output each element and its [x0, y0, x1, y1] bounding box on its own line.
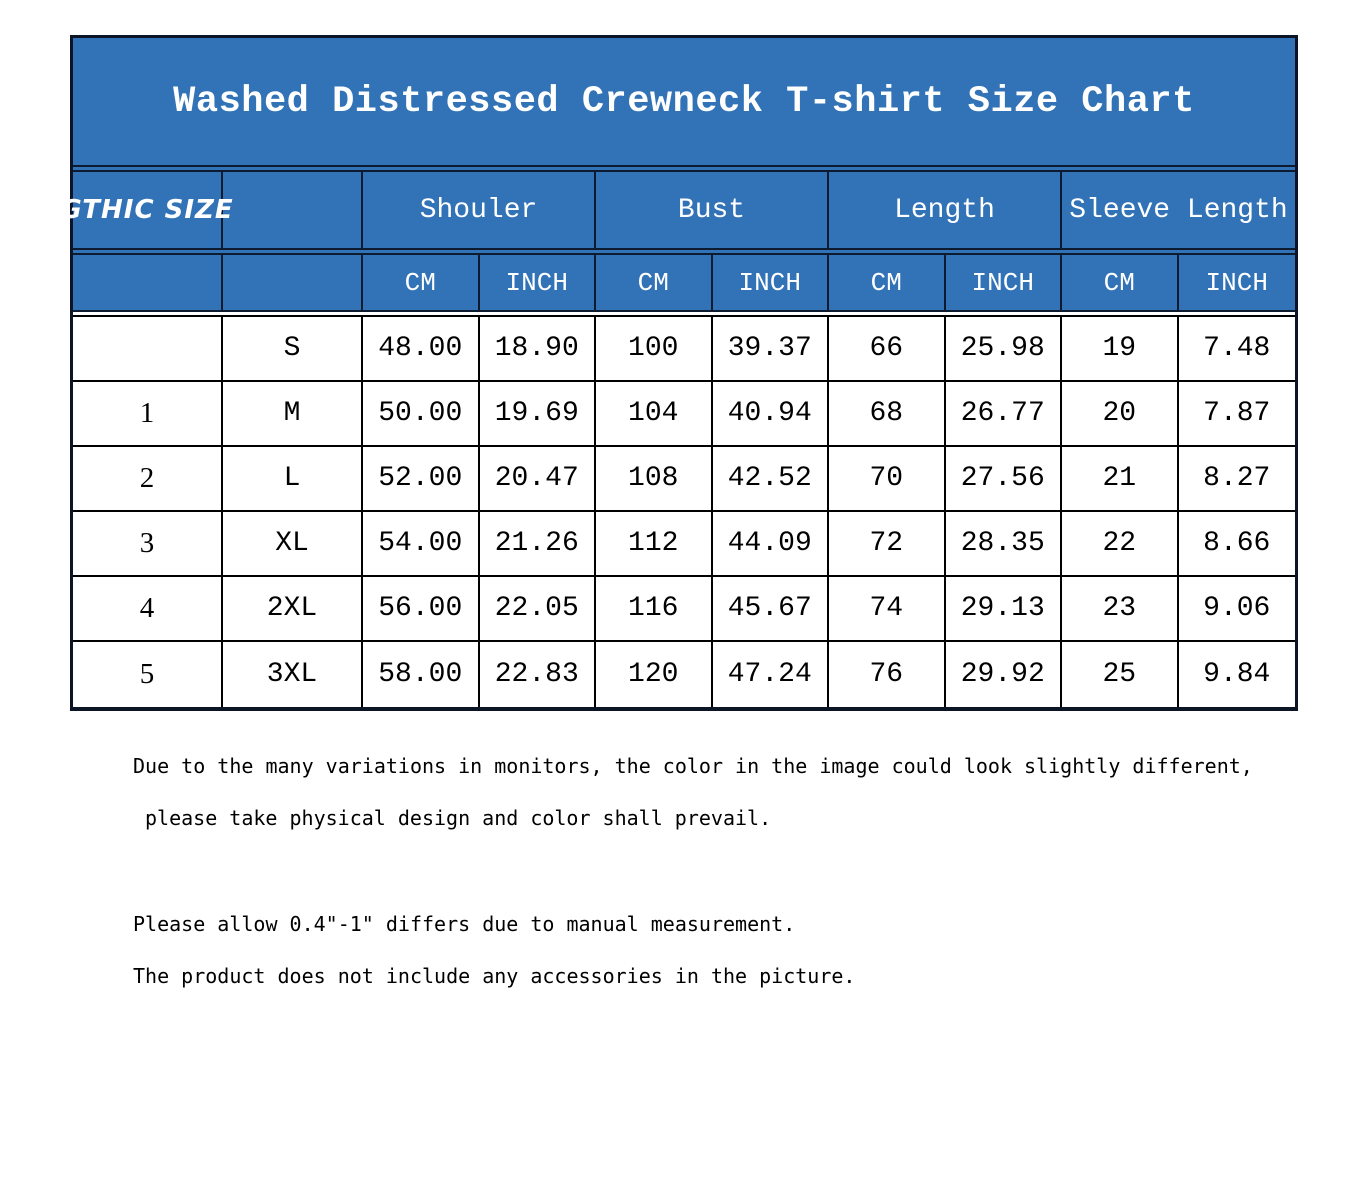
column-group-shoulder: Shouler: [363, 172, 596, 248]
column-group-bust: Bust: [596, 172, 829, 248]
note-no-accessories: The product does not include any accessories in the picture.: [133, 964, 856, 988]
size-chart-table: [60, 35, 1298, 711]
sleeve-inch: 9.06: [1203, 593, 1271, 624]
bust-inch: 44.09: [713, 512, 830, 575]
group-header-row: [60, 170, 1295, 250]
unit-header-inch: INCH: [713, 255, 830, 310]
row-index: 3: [73, 512, 223, 575]
table-row-m: [73, 382, 1295, 447]
bust-cm: 120: [596, 642, 713, 707]
shoulder-cm: 50.00: [363, 382, 480, 445]
size-label: XL: [223, 512, 363, 575]
size-label: S: [223, 317, 363, 380]
unit-header-cm: CM: [363, 255, 480, 310]
sleeve-cm: 21: [1062, 447, 1179, 510]
bust-inch: 39.37: [713, 317, 830, 380]
shoulder-cm: 56.00: [363, 577, 480, 640]
row-index: 2: [73, 447, 223, 510]
length-cm: 66: [829, 317, 946, 380]
sleeve-inch: 9.84: [1203, 659, 1271, 690]
length-cm: 76: [829, 642, 946, 707]
length-cm: 72: [829, 512, 946, 575]
bust-cm: 108: [596, 447, 713, 510]
disclaimer-notes: [133, 753, 1253, 989]
note-physical-design: please take physical design and color shall prevail.: [145, 806, 772, 830]
table-row-l: [73, 447, 1295, 512]
shoulder-cm: 58.00: [363, 642, 480, 707]
table-row-3xl: [73, 642, 1295, 707]
row-index: 4: [73, 577, 223, 640]
bust-cm: 116: [596, 577, 713, 640]
unit-header-inch: INCH: [480, 255, 597, 310]
sleeve-inch: 7.48: [1203, 333, 1271, 364]
column-group-length: Length: [829, 172, 1062, 248]
length-cm: 68: [829, 382, 946, 445]
length-inch: 29.13: [946, 577, 1063, 640]
sleeve-inch: 8.66: [1203, 528, 1271, 559]
shoulder-cm: 48.00: [363, 317, 480, 380]
shoulder-inch: 22.05: [480, 577, 597, 640]
brand-size-label: GTHIC SIZE: [73, 172, 223, 248]
shoulder-cm: 52.00: [363, 447, 480, 510]
length-cm: 74: [829, 577, 946, 640]
empty-unit-cell: [223, 255, 363, 310]
table-row-s: [73, 317, 1295, 382]
column-group-sleeve-length: Sleeve Length: [1069, 194, 1288, 226]
row-index: 5: [73, 642, 223, 707]
size-label: 3XL: [223, 642, 363, 707]
shoulder-inch: 19.69: [480, 382, 597, 445]
sleeve-cm: 25: [1062, 642, 1179, 707]
shoulder-cm: 54.00: [363, 512, 480, 575]
bust-cm: 100: [596, 317, 713, 380]
length-cm: 70: [829, 447, 946, 510]
shoulder-inch: 18.90: [480, 317, 597, 380]
sleeve-cm: 23: [1062, 577, 1179, 640]
bust-inch: 47.24: [713, 642, 830, 707]
length-inch: 27.56: [946, 447, 1063, 510]
row-index: [73, 317, 223, 380]
unit-header-cm: CM: [829, 255, 946, 310]
sleeve-inch: 7.87: [1203, 398, 1271, 429]
table-body: [73, 315, 1295, 707]
table-header-area: [60, 38, 1295, 312]
size-label: M: [223, 382, 363, 445]
size-label: L: [223, 447, 363, 510]
size-label: 2XL: [223, 577, 363, 640]
length-inch: 28.35: [946, 512, 1063, 575]
note-monitor-variation: Due to the many variations in monitors, the color in the image could look slightly different,: [133, 754, 1253, 778]
sleeve-cm: 19: [1062, 317, 1179, 380]
unit-header-cm: CM: [1062, 255, 1179, 310]
shoulder-inch: 21.26: [480, 512, 597, 575]
empty-header-cell: [223, 172, 363, 248]
row-index: 1: [73, 382, 223, 445]
unit-header-inch: INCH: [1205, 267, 1268, 298]
table-row-xl: [73, 512, 1295, 577]
length-inch: 29.92: [946, 642, 1063, 707]
table-row-2xl: [73, 577, 1295, 642]
chart-title: Washed Distressed Crewneck T-shirt Size Chart: [73, 38, 1295, 167]
sleeve-cm: 22: [1062, 512, 1179, 575]
bust-cm: 112: [596, 512, 713, 575]
unit-header-row: [73, 253, 1295, 312]
unit-header-cm: CM: [596, 255, 713, 310]
bust-cm: 104: [596, 382, 713, 445]
bust-inch: 42.52: [713, 447, 830, 510]
shoulder-inch: 20.47: [480, 447, 597, 510]
empty-unit-cell: [73, 255, 223, 310]
bust-inch: 40.94: [713, 382, 830, 445]
sleeve-inch: 8.27: [1203, 463, 1271, 494]
sleeve-cm: 20: [1062, 382, 1179, 445]
note-manual-measurement: Please allow 0.4"-1" differs due to manual measurement.: [133, 912, 796, 936]
shoulder-inch: 22.83: [480, 642, 597, 707]
length-inch: 25.98: [946, 317, 1063, 380]
unit-header-inch: INCH: [946, 255, 1063, 310]
length-inch: 26.77: [946, 382, 1063, 445]
bust-inch: 45.67: [713, 577, 830, 640]
